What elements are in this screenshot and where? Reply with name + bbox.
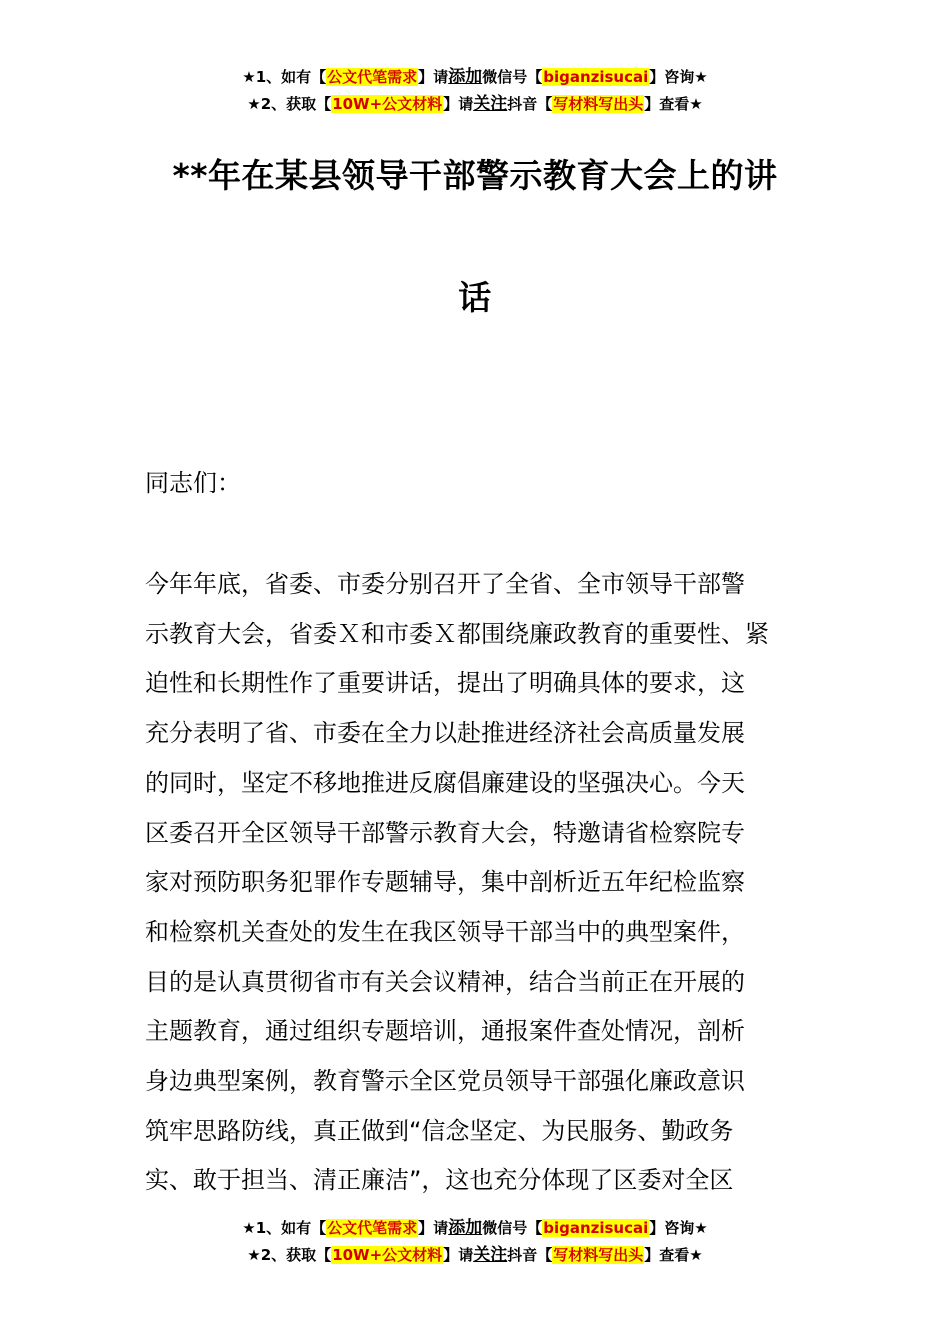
footer-ad-banner	[0, 1215, 950, 1269]
ad-text: ★1、如有【	[242, 1219, 327, 1237]
ad-highlight-wechat-id: biganzisucai	[543, 68, 649, 86]
ad-highlight-materials: 10W+公文材料	[332, 1246, 443, 1264]
footer-ad-line-1	[0, 1215, 950, 1242]
ad-highlight-wechat-id: biganzisucai	[543, 1219, 649, 1237]
ad-text: 】请	[418, 68, 449, 86]
ad-text: 】请	[443, 95, 474, 113]
ad-text: ★2、获取【	[247, 95, 332, 113]
ad-highlight-douyin-id: 写材料写出头	[553, 1246, 644, 1264]
paragraph-line: 充分表明了省、市委在全力以赴推进经济社会高质量发展	[145, 719, 745, 748]
ad-text: 微信号【	[482, 68, 543, 86]
paragraph-line: 区委召开全区领导干部警示教育大会，特邀请省检察院专	[145, 818, 745, 847]
paragraph-line: 实、敢于担当、清正廉洁”，这也充分体现了区委对全区	[145, 1166, 734, 1195]
header-ad-banner	[0, 64, 950, 118]
ad-text: 抖音【	[507, 95, 553, 113]
document-title-line-1: **年在某县领导干部警示教育大会上的讲	[172, 156, 778, 195]
ad-text: 抖音【	[507, 1246, 553, 1264]
ad-text: 】查看★	[644, 1246, 703, 1264]
ad-text: 】请	[443, 1246, 474, 1264]
paragraph-line: 目的是认真贯彻省市有关会议精神，结合当前正在开展的	[145, 967, 745, 996]
ad-text: 】咨询★	[649, 1219, 708, 1237]
paragraph-line: 主题教育，通过组织专题培训，通报案件查处情况，剖析	[145, 1017, 745, 1046]
header-ad-line-1	[0, 64, 950, 91]
paragraph-line: 示教育大会，省委Ｘ和市委Ｘ都围绕廉政教育的重要性、紧	[145, 619, 769, 648]
paragraph-line: 筑牢思路防线，真正做到“信念坚定、为民服务、勤政务	[145, 1116, 734, 1145]
paragraph-line: 今年年底，省委、市委分别召开了全省、全市领导干部警	[145, 570, 745, 598]
ad-text: 】请	[418, 1219, 449, 1237]
ad-highlight-materials: 10W+公文材料	[332, 95, 443, 113]
ad-underline-follow: 关注	[473, 94, 508, 114]
paragraph-line: 和检察机关查处的发生在我区领导干部当中的典型案件，	[145, 917, 745, 946]
paragraph-line: 的同时，坚定不移地推进反腐倡廉建设的坚强决心。今天	[145, 768, 745, 797]
header-ad-line-2	[0, 91, 950, 118]
ad-text: 微信号【	[482, 1219, 543, 1237]
paragraph-line: 身边典型案例，教育警示全区党员领导干部强化廉政意识	[145, 1067, 745, 1096]
ad-text: ★2、获取【	[247, 1246, 332, 1264]
ad-text: 】查看★	[644, 95, 703, 113]
ad-underline-add: 添加	[448, 1218, 483, 1238]
document-title-line-2: 话	[458, 278, 492, 317]
paragraph-line: 家对预防职务犯罪作专题辅导，集中剖析近五年纪检监察	[145, 868, 745, 897]
ad-text: 】咨询★	[649, 68, 708, 86]
ad-text: ★1、如有【	[242, 68, 327, 86]
ad-underline-follow: 关注	[473, 1245, 508, 1265]
ad-highlight-douyin-id: 写材料写出头	[553, 95, 644, 113]
body-paragraph	[145, 560, 825, 1206]
ad-highlight-service: 公文代笔需求	[327, 68, 418, 86]
greeting: 同志们：	[145, 469, 241, 497]
ad-underline-add: 添加	[448, 67, 483, 87]
paragraph-line: 迫性和长期性作了重要讲话，提出了明确具体的要求，这	[145, 669, 745, 698]
footer-ad-line-2	[0, 1242, 950, 1269]
ad-highlight-service: 公文代笔需求	[327, 1219, 418, 1237]
